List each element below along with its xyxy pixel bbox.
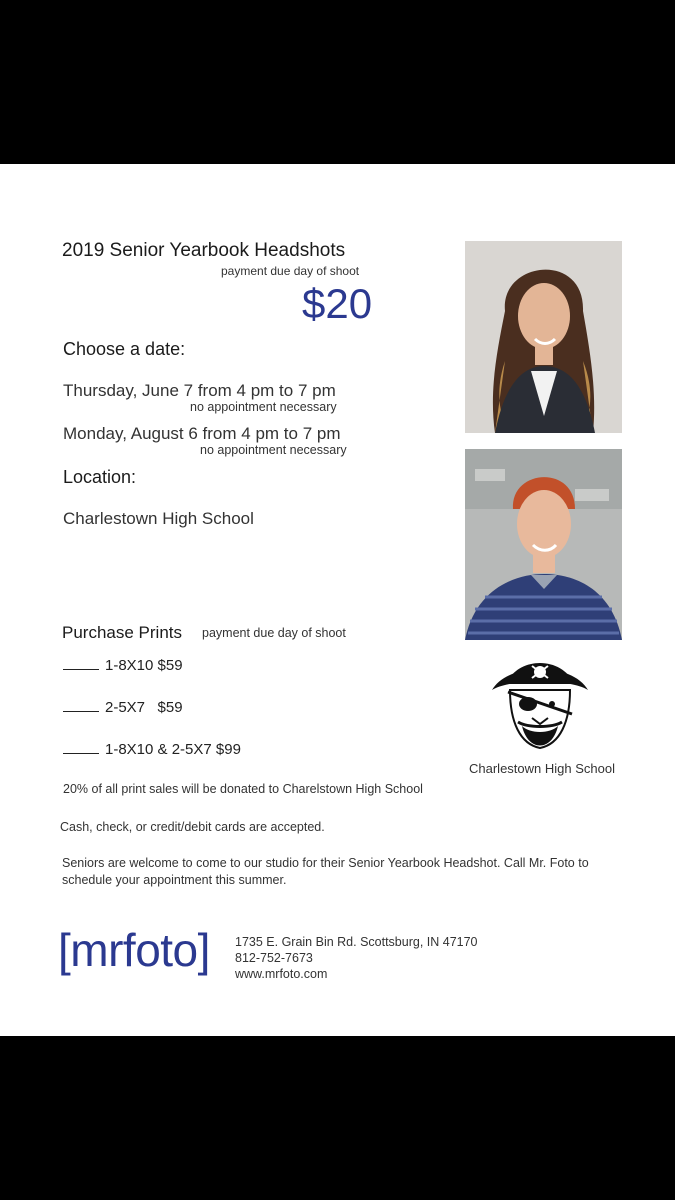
senior-girl-photo [465,241,622,433]
phone: 812-752-7673 [235,951,313,965]
fill-in-blank [63,742,99,754]
date-note-1: no appointment necessary [190,400,337,414]
studio-invite: Seniors are welcome to come to our studio for their Senior Yearbook Headshot. Call Mr. Foto to schedule your appointment this summer. [62,856,589,887]
location-text: Charlestown High School [63,509,254,528]
donation-note: 20% of all print sales will be donated to Charelstown High School [63,782,423,796]
date-option-1: Thursday, June 7 from 4 pm to 7 pm [63,381,336,400]
print-option-1 [63,657,183,674]
print-option-label: 1-8X10 $59 [105,657,183,674]
address: 1735 E. Grain Bin Rd. Scottsburg, IN 47170 [235,935,478,949]
price: $20 [302,280,373,327]
purchase-prints-heading: Purchase Prints [62,623,182,642]
date-option-2: Monday, August 6 from 4 pm to 7 pm [63,424,341,443]
payment-methods: Cash, check, or credit/debit cards are accepted. [60,820,325,834]
fill-in-blank [63,658,99,670]
prints-payment-note: payment due day of shoot [202,626,346,640]
mascot-caption: Charlestown High School [469,761,615,776]
flyer-title: 2019 Senior Yearbook Headshots [62,240,346,261]
letterbox-bottom [0,1036,675,1200]
print-option-3 [63,741,241,758]
contact-block [235,934,478,982]
mrfoto-logo: [mrfoto] [58,924,210,976]
letterbox-top [0,0,675,164]
choose-date-heading: Choose a date: [63,339,186,359]
yearbook-flyer [0,164,675,1036]
payment-note: payment due day of shoot [221,264,360,278]
print-option-2 [63,699,183,716]
print-option-label: 2-5X7 $59 [105,699,183,716]
location-heading: Location: [63,467,137,487]
website: www.mrfoto.com [235,967,328,981]
fill-in-blank [63,700,99,712]
print-option-label: 1-8X10 & 2-5X7 $99 [105,741,241,758]
senior-boy-photo [465,449,622,640]
pirate-mascot-icon [488,652,592,756]
date-note-2: no appointment necessary [200,443,347,457]
